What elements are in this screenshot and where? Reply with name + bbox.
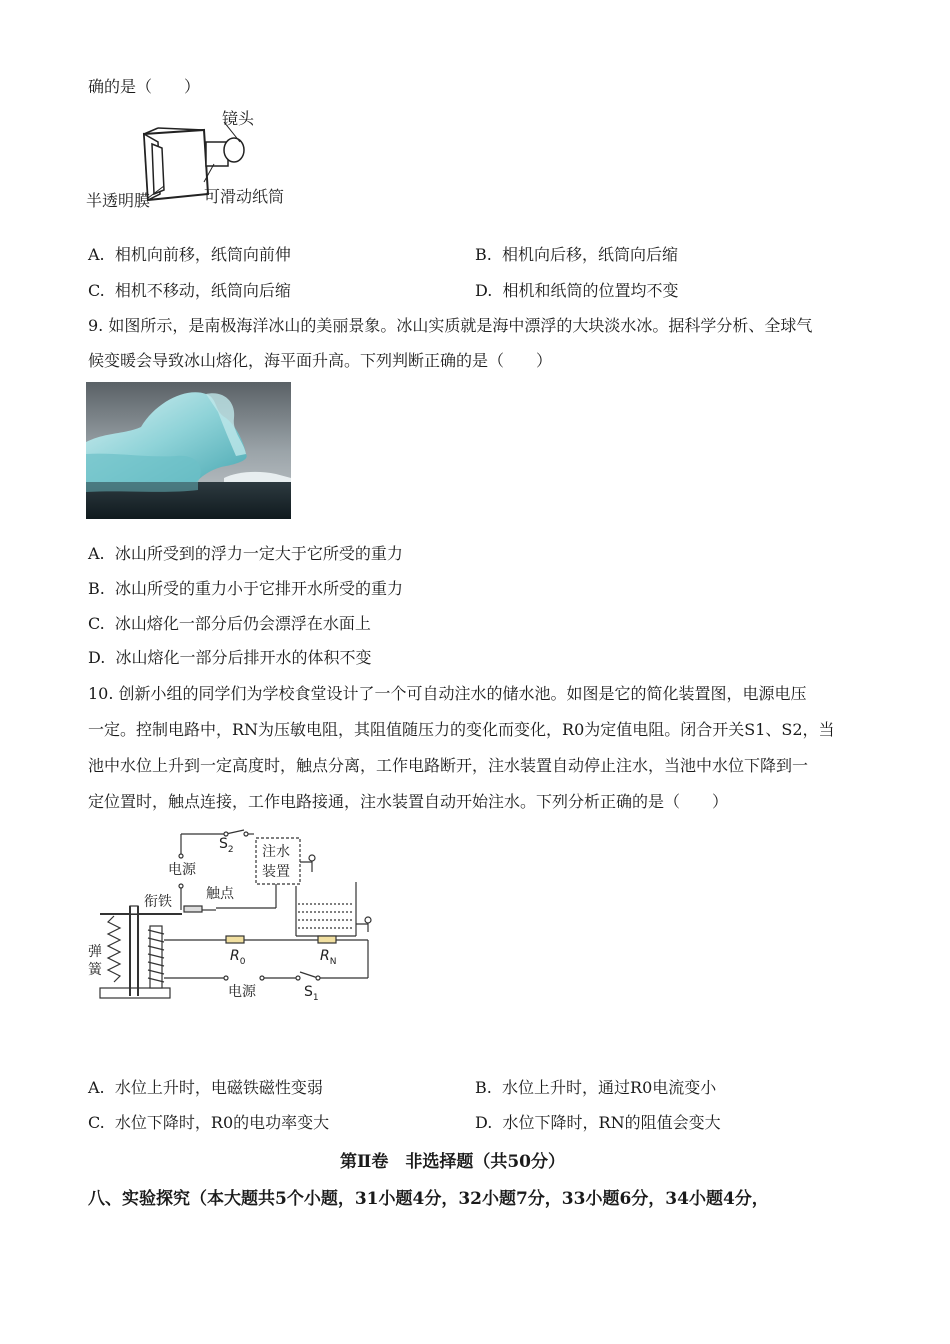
q9-option-a[interactable]: A. 冰山所受到的浮力一定大于它所受的重力: [88, 544, 403, 563]
label-s1: $S_1$: [304, 984, 319, 1003]
q8-option-b[interactable]: B. 相机向后移，纸筒向后缩: [475, 245, 679, 264]
q9-option-b[interactable]: B. 冰山所受的重力小于它排开水所受的重力: [88, 579, 404, 598]
label-rn: $R_N$: [320, 948, 337, 967]
label-lens: 镜头: [222, 109, 255, 128]
q8-option-a[interactable]: A. 相机向前移，纸筒向前伸: [88, 245, 291, 264]
label-spring-1: 弹: [88, 944, 102, 960]
label-inject-2: 装置: [262, 864, 290, 880]
label-spring-2: 簧: [88, 962, 102, 978]
q10-option-a[interactable]: A. 水位上升时，电磁铁磁性变弱: [88, 1078, 323, 1097]
q9-option-c[interactable]: C. 冰山熔化一部分后仍会漂浮在水面上: [88, 614, 371, 633]
part2-title: 第Ⅱ卷 非选择题（共50分）: [340, 1152, 565, 1172]
label-r0: $R_0$: [230, 948, 246, 967]
q10-stem-line2: 一定。控制电路中，RN为压敏电阻，其阻值随压力的变化而变化，R0为定值电阻。闭合开关S1、S2，当: [88, 720, 835, 739]
q8-option-c[interactable]: C. 相机不移动，纸筒向后缩: [88, 281, 291, 300]
q9-stem-line1: 9. 如图所示，是南极海洋冰山的美丽景象。冰山实质就是海中漂浮的大块淡水冰。据科学分析、全球气: [88, 316, 813, 335]
iceberg-photo: [86, 382, 291, 519]
circuit-diagram: [86, 826, 386, 1006]
q10-option-d[interactable]: D. 水位下降时，RN的阻值会变大: [475, 1113, 721, 1132]
q9-option-d[interactable]: D. 冰山熔化一部分后排开水的体积不变: [88, 648, 372, 667]
label-contact: 触点: [206, 886, 234, 902]
q10-option-b[interactable]: B. 水位上升时，通过R0电流变小: [475, 1078, 717, 1097]
q10-stem-line3: 池中水位上升到一定高度时，触点分离，工作电路断开，注水装置自动停止注水，当池中水位下降到一: [88, 756, 809, 775]
q9-stem-line2: 候变暖会导致冰山熔化，海平面升高。下列判断正确的是（ ）: [88, 351, 553, 370]
label-power-bottom: 电源: [228, 984, 256, 1000]
q10-stem-line4: 定位置时，触点连接，工作电路接通，注水装置自动开始注水。下列分析正确的是（ ）: [88, 792, 729, 811]
label-power-top: 电源: [168, 862, 196, 878]
q10-stem-line1: 10. 创新小组的同学们为学校食堂设计了一个可自动注水的储水池。如图是它的简化装置图，电源电压: [88, 684, 807, 703]
q8-stem-tail: 确的是（ ）: [88, 77, 201, 96]
q8-option-d[interactable]: D. 相机和纸筒的位置均不变: [475, 281, 679, 300]
section8-title: 八、实验探究（本大题共5个小题，31小题4分，32小题7分，33小题6分，34小题4分，: [88, 1189, 769, 1209]
label-inject-1: 注水: [262, 844, 290, 860]
q10-option-c[interactable]: C. 水位下降时，R0的电功率变大: [88, 1113, 330, 1132]
camera-model-figure: [86, 102, 316, 214]
label-tube: 可滑动纸筒: [204, 187, 285, 206]
label-film: 半透明膜: [86, 191, 151, 210]
label-s2: $S_2$: [219, 836, 234, 855]
label-armature: 衔铁: [144, 894, 172, 910]
